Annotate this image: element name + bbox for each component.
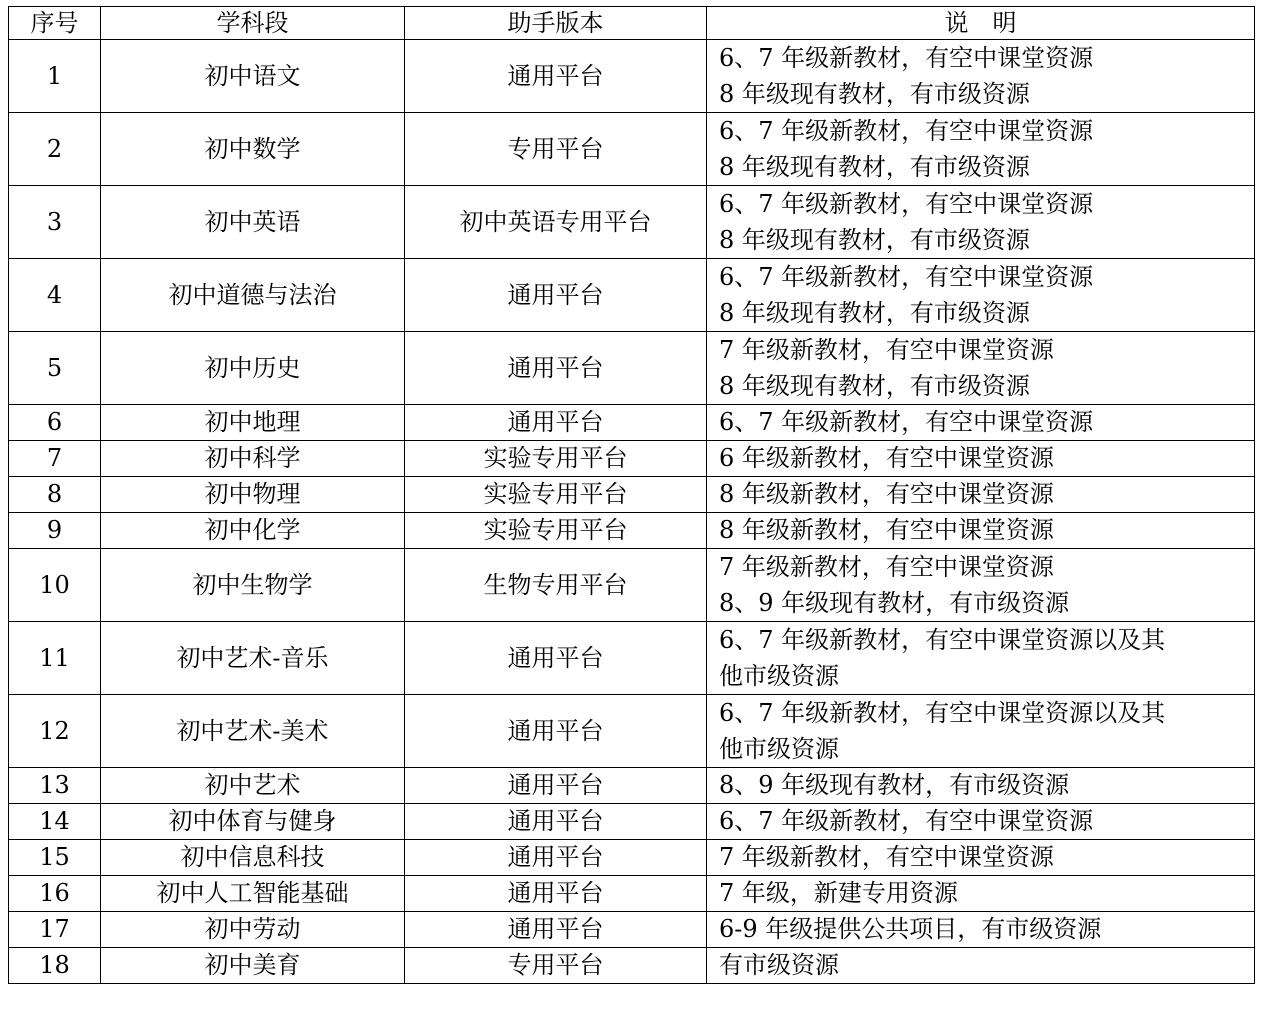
cell-notes (707, 622, 1255, 695)
cell-notes (707, 840, 1255, 876)
cell-notes (707, 40, 1255, 113)
subject-platform-table (8, 6, 1255, 984)
cell-version: 实验专用平台 (405, 477, 707, 513)
cell-subject: 初中艺术 (101, 768, 405, 804)
cell-version: 专用平台 (405, 113, 707, 186)
table-row (9, 768, 1255, 804)
cell-subject: 初中美育 (101, 948, 405, 984)
cell-no: 18 (9, 948, 101, 984)
table-row (9, 622, 1255, 695)
cell-no: 15 (9, 840, 101, 876)
cell-notes (707, 768, 1255, 804)
table-row (9, 259, 1255, 332)
table-row (9, 948, 1255, 984)
table-row (9, 804, 1255, 840)
note-line: 8、9 年级现有教材，有市级资源 (719, 589, 1070, 617)
table-row (9, 477, 1255, 513)
note-line: 7 年级新教材，有空中课堂资源 (719, 843, 1054, 871)
cell-notes (707, 332, 1255, 405)
table-row (9, 405, 1255, 441)
header-subject: 学科段 (101, 7, 405, 40)
cell-notes (707, 695, 1255, 768)
note-line: 6、7 年级新教材，有空中课堂资源以及其 (719, 699, 1166, 727)
cell-no: 10 (9, 549, 101, 622)
cell-version: 初中英语专用平台 (405, 186, 707, 259)
note-line: 6、7 年级新教材，有空中课堂资源 (719, 190, 1094, 218)
note-line: 8 年级现有教材，有市级资源 (719, 299, 1030, 327)
table-row (9, 840, 1255, 876)
cell-version: 通用平台 (405, 40, 707, 113)
cell-no: 3 (9, 186, 101, 259)
cell-notes (707, 876, 1255, 912)
cell-no: 4 (9, 259, 101, 332)
note-line: 有市级资源 (719, 951, 839, 979)
cell-subject: 初中道德与法治 (101, 259, 405, 332)
cell-subject: 初中艺术-音乐 (101, 622, 405, 695)
cell-no: 7 (9, 441, 101, 477)
cell-no: 8 (9, 477, 101, 513)
cell-version: 专用平台 (405, 948, 707, 984)
cell-no: 17 (9, 912, 101, 948)
cell-subject: 初中科学 (101, 441, 405, 477)
note-line: 7 年级，新建专用资源 (719, 879, 958, 907)
cell-notes (707, 259, 1255, 332)
cell-no: 1 (9, 40, 101, 113)
note-line: 7 年级新教材，有空中课堂资源 (719, 553, 1054, 581)
cell-notes (707, 477, 1255, 513)
cell-subject: 初中劳动 (101, 912, 405, 948)
cell-no: 5 (9, 332, 101, 405)
cell-no: 16 (9, 876, 101, 912)
cell-subject: 初中数学 (101, 113, 405, 186)
note-line: 6、7 年级新教材，有空中课堂资源 (719, 44, 1094, 72)
header-no: 序号 (9, 7, 101, 40)
header-version: 助手版本 (405, 7, 707, 40)
cell-no: 2 (9, 113, 101, 186)
cell-version: 通用平台 (405, 259, 707, 332)
cell-version: 通用平台 (405, 405, 707, 441)
cell-version: 通用平台 (405, 332, 707, 405)
table-row (9, 441, 1255, 477)
note-line: 8 年级现有教材，有市级资源 (719, 80, 1030, 108)
note-line: 8 年级现有教材，有市级资源 (719, 153, 1030, 181)
cell-version: 通用平台 (405, 840, 707, 876)
cell-version: 生物专用平台 (405, 549, 707, 622)
cell-notes (707, 441, 1255, 477)
cell-subject: 初中物理 (101, 477, 405, 513)
cell-subject: 初中信息科技 (101, 840, 405, 876)
note-line: 他市级资源 (719, 662, 839, 690)
note-line: 8、9 年级现有教材，有市级资源 (719, 771, 1070, 799)
cell-version: 通用平台 (405, 622, 707, 695)
table-row (9, 695, 1255, 768)
cell-notes (707, 405, 1255, 441)
cell-version: 通用平台 (405, 695, 707, 768)
header-notes: 说 明 (707, 7, 1255, 40)
cell-version: 通用平台 (405, 804, 707, 840)
note-line: 6、7 年级新教材，有空中课堂资源 (719, 263, 1094, 291)
cell-notes (707, 912, 1255, 948)
note-line: 6、7 年级新教材，有空中课堂资源 (719, 117, 1094, 145)
note-line: 6-9 年级提供公共项目，有市级资源 (719, 915, 1102, 943)
note-line: 6、7 年级新教材，有空中课堂资源以及其 (719, 626, 1166, 654)
cell-no: 11 (9, 622, 101, 695)
cell-subject: 初中生物学 (101, 549, 405, 622)
table-row (9, 876, 1255, 912)
note-line: 8 年级现有教材，有市级资源 (719, 226, 1030, 254)
cell-no: 12 (9, 695, 101, 768)
cell-notes (707, 186, 1255, 259)
cell-notes (707, 804, 1255, 840)
note-line: 他市级资源 (719, 735, 839, 763)
note-line: 8 年级现有教材，有市级资源 (719, 372, 1030, 400)
cell-subject: 初中艺术-美术 (101, 695, 405, 768)
cell-subject: 初中语文 (101, 40, 405, 113)
cell-no: 6 (9, 405, 101, 441)
header-row (9, 7, 1255, 40)
cell-no: 9 (9, 513, 101, 549)
cell-version: 通用平台 (405, 912, 707, 948)
cell-version: 实验专用平台 (405, 513, 707, 549)
note-line: 7 年级新教材，有空中课堂资源 (719, 336, 1054, 364)
table-row (9, 186, 1255, 259)
cell-subject: 初中体育与健身 (101, 804, 405, 840)
cell-no: 13 (9, 768, 101, 804)
cell-notes (707, 513, 1255, 549)
cell-version: 通用平台 (405, 768, 707, 804)
note-line: 8 年级新教材，有空中课堂资源 (719, 480, 1054, 508)
cell-no: 14 (9, 804, 101, 840)
table-row (9, 549, 1255, 622)
table-row (9, 332, 1255, 405)
table-row (9, 40, 1255, 113)
cell-subject: 初中地理 (101, 405, 405, 441)
cell-subject: 初中化学 (101, 513, 405, 549)
cell-subject: 初中英语 (101, 186, 405, 259)
cell-notes (707, 549, 1255, 622)
note-line: 6、7 年级新教材，有空中课堂资源 (719, 807, 1094, 835)
cell-version: 实验专用平台 (405, 441, 707, 477)
cell-notes (707, 113, 1255, 186)
cell-notes (707, 948, 1255, 984)
cell-version: 通用平台 (405, 876, 707, 912)
table-row (9, 113, 1255, 186)
table-row (9, 513, 1255, 549)
cell-subject: 初中人工智能基础 (101, 876, 405, 912)
note-line: 6 年级新教材，有空中课堂资源 (719, 444, 1054, 472)
note-line: 8 年级新教材，有空中课堂资源 (719, 516, 1054, 544)
cell-subject: 初中历史 (101, 332, 405, 405)
table-row (9, 912, 1255, 948)
note-line: 6、7 年级新教材，有空中课堂资源 (719, 408, 1094, 436)
